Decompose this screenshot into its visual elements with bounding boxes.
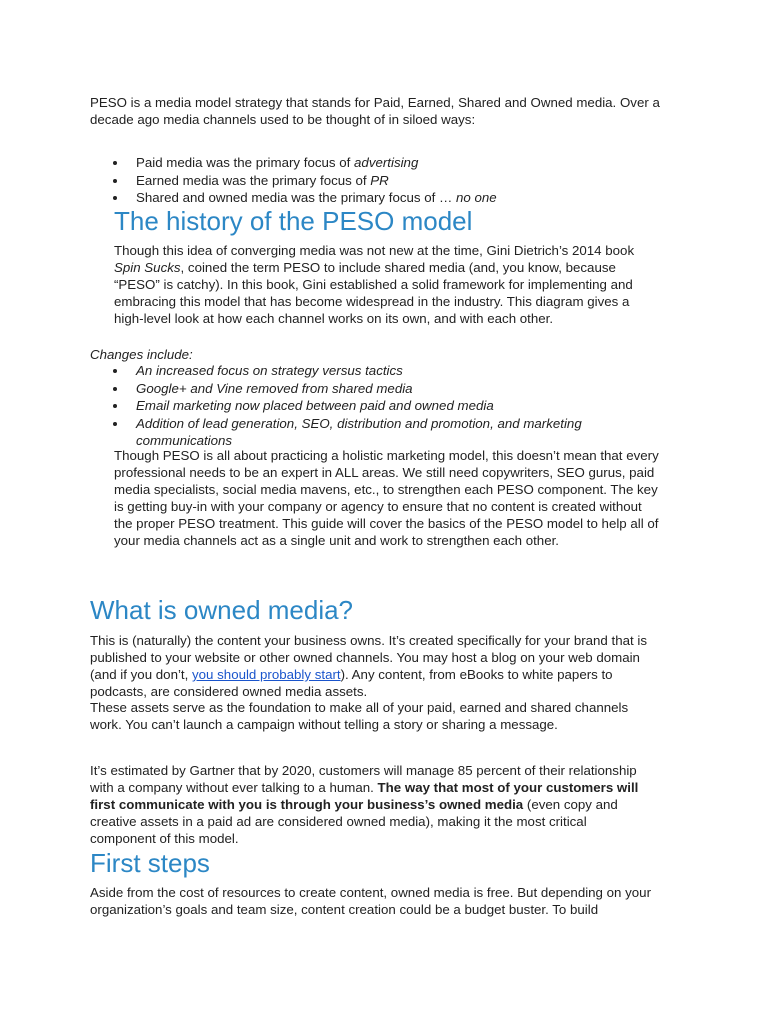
list-item: Email marketing now placed between paid and owned media xyxy=(110,397,630,415)
changes-list xyxy=(110,362,630,449)
list-item-text: Paid media was the primary focus of xyxy=(136,155,355,170)
first-steps-paragraph: Aside from the cost of resources to create content, owned media is free. But depending on your organization’s goals and team size, content creation could be a budget buster. To build xyxy=(90,885,652,917)
focus-list xyxy=(110,154,670,207)
history-text-end: , coined the term PESO to include shared media (and, you know, because “PESO” is catchy). In this book, Gini established a solid framework for implementing and embracing this model that has become widespread in the industry. This diagram gives a high-level look at how each channel works on its own, and with each other. xyxy=(114,260,633,326)
gartner-text-start: It’s estimated by Gartner that by 2020, customers will manage 85 percent of their relationship with a company without ever talking to a human. xyxy=(90,763,637,795)
history-heading: The history of the PESO model xyxy=(114,206,473,236)
owned-text-start: This is (naturally) the content your business owns. It’s created specifically for your brand that is published to your website or other owned channels. You may host a blog on your web domain (and if you don’t, xyxy=(90,633,648,682)
list-item-emphasis: advertising xyxy=(354,155,419,170)
list-item-emphasis: PR xyxy=(370,172,389,188)
list-item: Google+ and Vine removed from shared media xyxy=(110,380,630,398)
list-item-text: Shared and owned media was the primary focus of … xyxy=(136,190,457,205)
gartner-text-end: (even copy and creative assets in a paid ad are considered owned media), making it the most critical component of this model. xyxy=(90,797,618,846)
intro-paragraph: PESO is a media model strategy that stands for Paid, Earned, Shared and Owned media. Over a decade ago media channels used to be thought of in siloed ways: xyxy=(90,95,660,127)
changes-label: Changes include: xyxy=(90,347,193,362)
gartner-bold-text: The way that most of your customers will first communicate with you is through your business’s owned media xyxy=(90,780,639,812)
history-text-start: Though this idea of converging media was not new at the time, Gini Dietrich’s 2014 book xyxy=(114,243,635,258)
list-item-emphasis: no one xyxy=(456,190,497,205)
first-steps-heading: First steps xyxy=(90,848,210,878)
list-item xyxy=(110,189,670,207)
list-item: Addition of lead generation, SEO, distribution and promotion, and marketing communications xyxy=(110,415,630,449)
owned-paragraph-1 xyxy=(90,632,660,700)
list-item xyxy=(110,172,670,190)
owned-paragraph-2: These assets serve as the foundation to make all of your paid, earned and shared channels work. You can’t launch a campaign without telling a story or sharing a message. xyxy=(90,700,629,732)
history-paragraph xyxy=(114,242,660,327)
closing-paragraph: Though PESO is all about practicing a holistic marketing model, this doesn’t mean that every professional needs to be an expert in ALL areas. We still need copywriters, SEO gurus, paid media specialists, social media mavens, etc., to strengthen each PESO component. The key is getting buy-in with your company or agency to ensure that no content is created without the proper PESO treatment. This guide will cover the basics of the PESO model to help all of your media channels act as a single unit and work to strengthen each other. xyxy=(114,448,659,548)
list-item: An increased focus on strategy versus tactics xyxy=(110,362,630,380)
gartner-paragraph xyxy=(90,762,650,847)
blog-start-link[interactable]: you should probably start xyxy=(192,667,341,682)
book-title: Spin Sucks xyxy=(114,260,181,275)
list-item xyxy=(110,154,670,172)
owned-text-end: ). Any content, from eBooks to white papers to podcasts, are considered owned media assets. xyxy=(90,667,613,699)
owned-media-heading: What is owned media? xyxy=(90,595,354,625)
list-item-text: Earned media was the primary focus of xyxy=(136,172,371,188)
